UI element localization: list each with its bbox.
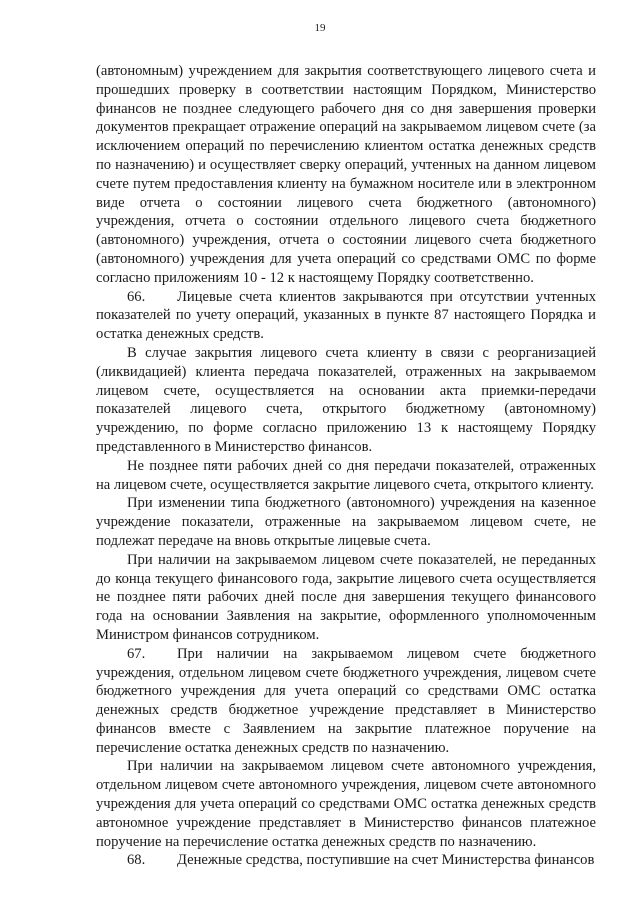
paragraph-text: Денежные средства, поступившие на счет Министерства финансов	[177, 852, 595, 869]
paragraph-text: При изменении типа бюджетного (автономного) учреждения на казенное учреждение показатели, отраженные на закрываемом лицевом счете, не подлежат передаче на вновь открытые лицевые счета.	[96, 495, 596, 549]
paragraph-text: При наличии на закрываемом лицевом счете автономного учреждения, отдельном лицевом счете автономного учреждения, лицевом счете автономного учреждения для учета операций со средствами ОМС остатка денежных средств автономное учреждение представляет в Министерство финансов платежное поручение на перечисление остатка денежных средств по назначению.	[96, 758, 596, 850]
paragraph-68	[96, 851, 596, 870]
paragraph-year-end	[96, 551, 596, 645]
paragraph-text: Лицевые счета клиентов закрываются при отсутствии учтенных показателей по учету операций, указанных в пункте 87 настоящего Порядка и остатка денежных средств.	[96, 288, 596, 343]
paragraph-continuation	[96, 62, 596, 288]
paragraph-number: 68.	[127, 852, 146, 869]
paragraph-67	[96, 645, 596, 758]
paragraph-reorganization	[96, 344, 596, 457]
paragraph-text: При наличии на закрываемом лицевом счете показателей, не переданных до конца текущего финансового года, закрытие лицевого счета осуществляется не позднее пяти рабочих дней после дня завершения текущего финансового года на основании Заявления на закрытие, оформленного уполномоченным Министром финансов сотрудником.	[96, 551, 596, 643]
paragraph-number: 66.	[127, 288, 146, 305]
paragraph-autonomous	[96, 757, 596, 851]
document-body	[96, 62, 596, 870]
paragraph-closing-deadline	[96, 457, 596, 495]
paragraph-text: Не позднее пяти рабочих дней со дня передачи показателей, отраженных на лицевом счете, осуществляется закрытие лицевого счета, открытого клиенту.	[96, 457, 596, 493]
paragraph-number: 67.	[127, 645, 146, 662]
page-number: 19	[314, 22, 326, 34]
paragraph-text: (автономным) учреждением для закрытия соответствующего лицевого счета и прошедших проверку в соответствии настоящим Порядком, Министерство финансов не позднее следующего рабочего дня со дня завершения проверки документов прекращает отражение операций на закрываемом лицевом счете (за исключением операций по перечислению клиентом остатка денежных средств по назначению) и осуществляет сверку операций, учтенных на данном лицевом счете путем предоставления клиенту на бумажном носителе или в электронном виде отчета о состоянии лицевого счета бюджетного (автономного) учреждения, отчета о состоянии отдельного лицевого счета бюджетного (автономного) учреждения, отчета о состоянии лицевого счета бюджетного (автономного) учреждения для учета операций со средствами ОМС по форме согласно приложениям 10 - 12 к настоящему Порядку соответственно.	[96, 63, 596, 286]
paragraph-66	[96, 288, 596, 344]
paragraph-text: При наличии на закрываемом лицевом счете бюджетного учреждения, отдельном лицевом счете бюджетного учреждения, лицевом счете бюджетного учреждения для учета операций со средствами ОМС остатка денежных средств бюджетное учреждение представляет в Министерство финансов вместе с Заявлением на закрытие платежное поручение на перечисление остатка денежных средств по назначению.	[96, 645, 596, 756]
paragraph-text: В случае закрытия лицевого счета клиенту в связи с реорганизацией (ликвидацией) клиента передача показателей, отраженных на закрываемом лицевом счете, осуществляется на основании акта приемки-передачи показателей лицевого счета, открытого бюджетному (автономному) учреждению, по форме согласно приложению 13 к настоящему Порядку представленного в Министерство финансов.	[96, 344, 596, 455]
paragraph-type-change	[96, 494, 596, 550]
